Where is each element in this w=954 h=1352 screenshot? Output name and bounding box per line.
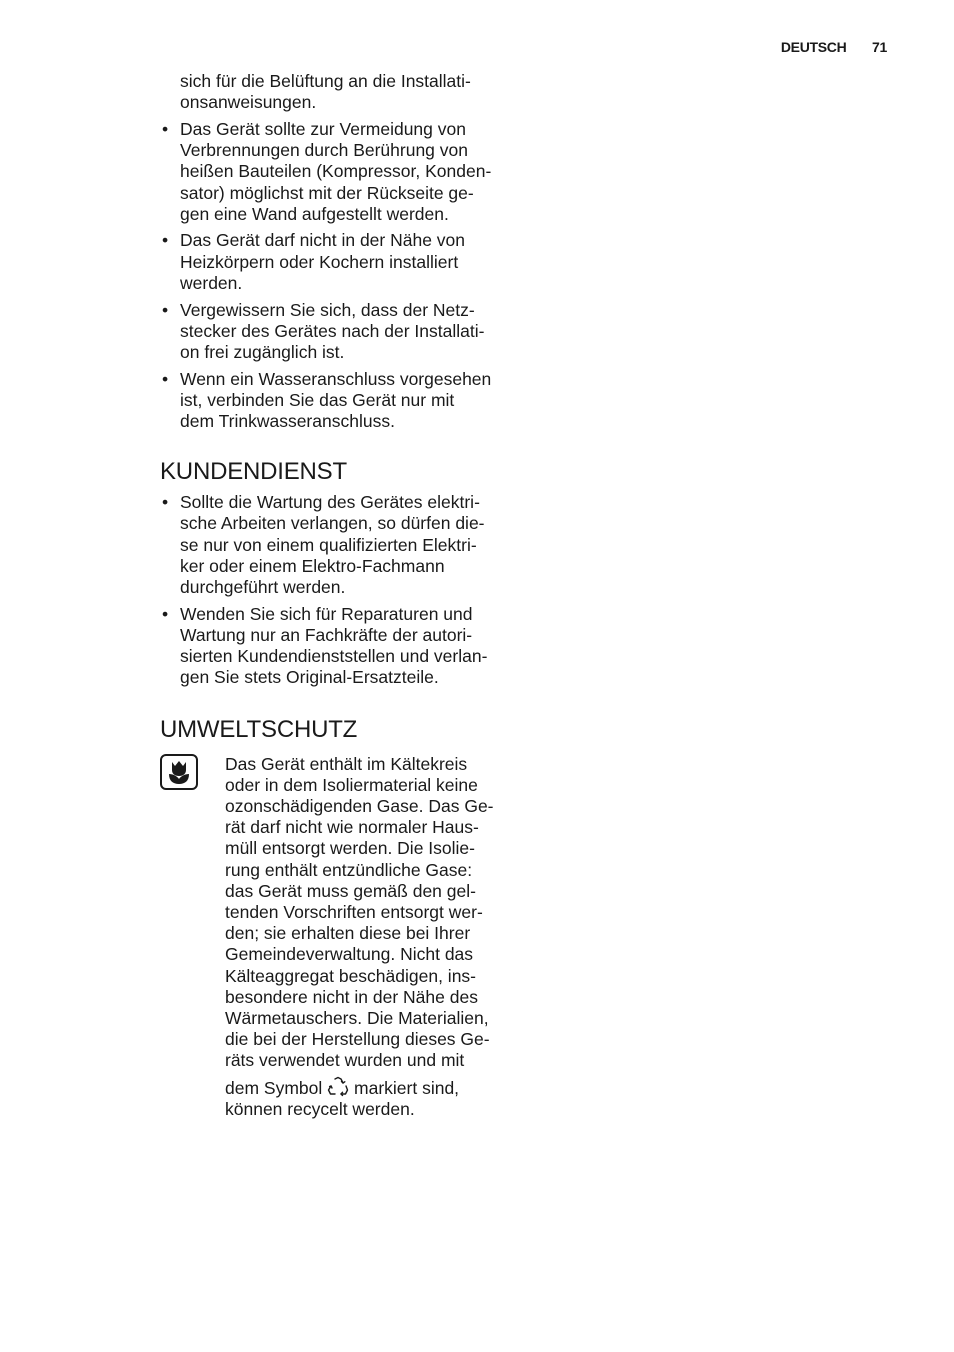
page-header bbox=[781, 39, 887, 55]
text-line: • Vergewissern Sie sich, dass der Netz- bbox=[180, 299, 475, 320]
text-line: • Das Gerät sollte zur Vermeidung von bbox=[180, 118, 466, 139]
text-line: müll entsorgt werden. Die Isolie- bbox=[225, 838, 475, 859]
text-line: sche Arbeiten verlangen, so dürfen die- bbox=[180, 513, 485, 534]
list-item bbox=[160, 300, 520, 364]
symbol-line bbox=[225, 1076, 520, 1099]
text-line: sierten Kundendienststellen und verlan- bbox=[180, 646, 488, 667]
text-line: besondere nicht in der Nähe des bbox=[225, 986, 478, 1007]
text-line: sich für die Belüftung an die Installati- bbox=[180, 71, 471, 91]
content-column bbox=[160, 71, 520, 1120]
text-line: Verbrennungen durch Berührung von bbox=[180, 140, 468, 161]
text-line: sator) möglichst mit der Rückseite ge- bbox=[180, 182, 474, 203]
text-line: stecker des Gerätes nach der Installati- bbox=[180, 320, 485, 341]
list-item bbox=[160, 604, 520, 689]
environment-flower-icon bbox=[160, 754, 198, 790]
text-line: • Sollte die Wartung des Gerätes elektri- bbox=[180, 492, 480, 513]
environment-text bbox=[225, 754, 520, 1120]
text-line: das Gerät muss gemäß den gel- bbox=[225, 880, 476, 901]
text-fragment: markiert sind, bbox=[354, 1077, 460, 1098]
text-line: den; sie erhalten diese bei Ihrer bbox=[225, 923, 471, 944]
text-line: ker oder einem Elektro-Fachmann bbox=[180, 555, 445, 576]
text-line: gen Sie stets Original-Ersatzteile. bbox=[180, 667, 439, 688]
kundendienst-bullet-list bbox=[160, 492, 520, 688]
intro-continuation bbox=[180, 71, 520, 113]
text-line: gen eine Wand aufgestellt werden. bbox=[180, 203, 449, 224]
text-line: Heizkörpern oder Kochern installiert bbox=[180, 251, 459, 272]
text-line: oder in dem Isoliermaterial keine bbox=[225, 774, 478, 795]
text-fragment: dem Symbol bbox=[225, 1077, 323, 1098]
text-line: ozonschädigenden Gase. Das Ge- bbox=[225, 795, 494, 816]
text-line: können recycelt werden. bbox=[225, 1098, 415, 1119]
recycling-icon bbox=[327, 1076, 349, 1098]
environment-section bbox=[160, 754, 520, 1120]
heading-umweltschutz: UMWELTSCHUTZ bbox=[160, 715, 358, 743]
text-line: Kälteaggregat beschädigen, ins- bbox=[225, 965, 477, 986]
text-line: rung enthält entzündliche Gase: bbox=[225, 859, 473, 880]
text-line: on frei zugänglich ist. bbox=[180, 341, 345, 362]
list-item bbox=[160, 230, 520, 294]
text-line: die bei der Herstellung dieses Ge- bbox=[225, 1029, 490, 1050]
text-line: Das Gerät enthält im Kältekreis bbox=[225, 753, 468, 774]
text-line: • Das Gerät darf nicht in der Nähe von bbox=[180, 230, 466, 251]
text-line: räts verwendet wurden und mit bbox=[225, 1050, 465, 1071]
page-number: 71 bbox=[872, 39, 887, 55]
text-line: werden. bbox=[180, 272, 243, 293]
text-line: • Wenden Sie sich für Reparaturen und bbox=[180, 603, 473, 624]
text-line: durchgeführt werden. bbox=[180, 577, 346, 598]
text-line: rät darf nicht wie normaler Haus- bbox=[225, 817, 479, 838]
text-line: dem Trinkwasseranschluss. bbox=[180, 411, 395, 432]
text-line: tenden Vorschriften entsorgt wer- bbox=[225, 902, 483, 922]
list-item bbox=[160, 119, 520, 225]
text-line: ist, verbinden Sie das Gerät nur mit bbox=[180, 389, 455, 410]
list-item bbox=[160, 492, 520, 598]
install-bullet-list bbox=[160, 119, 520, 432]
text-line: heißen Bauteilen (Kompressor, Konden- bbox=[180, 161, 492, 182]
text-line: se nur von einem qualifizierten Elektri- bbox=[180, 534, 477, 555]
text-line: • Wenn ein Wasseranschluss vorgesehen bbox=[180, 368, 492, 389]
list-item bbox=[160, 369, 520, 433]
text-line: Wärmetauschers. Die Materialien, bbox=[225, 1008, 489, 1029]
heading-kundendienst: KUNDENDIENST bbox=[160, 458, 347, 486]
text-line: onsanweisungen. bbox=[180, 92, 317, 113]
text-line: Gemeindeverwaltung. Nicht das bbox=[225, 944, 474, 965]
text-line: Wartung nur an Fachkräfte der autori- bbox=[180, 624, 473, 645]
language-label: DEUTSCH bbox=[780, 39, 847, 55]
